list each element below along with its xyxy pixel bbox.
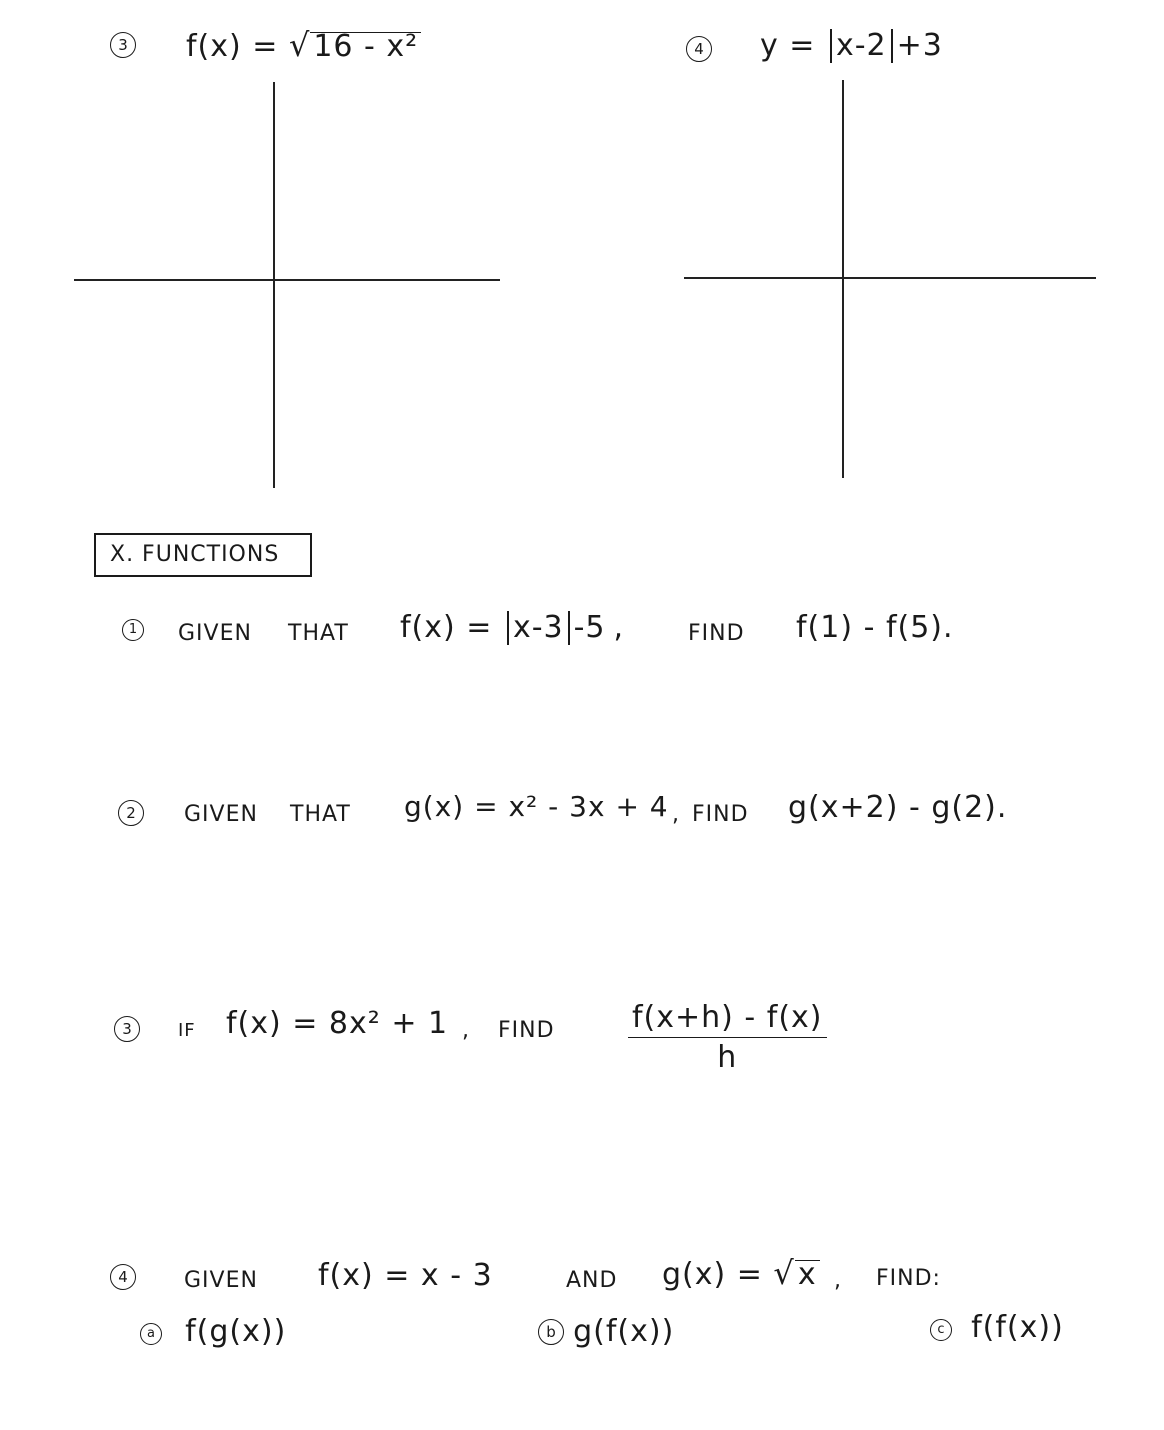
part-expression: f(f(x)) (971, 1310, 1064, 1345)
problem-4-and: AND (566, 1268, 618, 1293)
abs-bar-right (568, 611, 570, 645)
problem-number: 3 (114, 1016, 140, 1042)
g-lhs: g(x) = (662, 1257, 774, 1292)
part-a (140, 1314, 286, 1349)
graph-problem-3 (110, 32, 136, 58)
problem-3-find: FIND (498, 1018, 555, 1043)
problem-2-that: THAT (290, 802, 351, 827)
radicand: x (795, 1260, 820, 1289)
problem-1-that: THAT (288, 621, 349, 646)
abs-bar-left (830, 29, 832, 63)
problem-number: 4 (110, 1264, 136, 1290)
graph-equation-3 (186, 26, 421, 64)
problem-1-target: f(1) - f(5). (796, 610, 954, 645)
problem-4-comma: , (834, 1268, 842, 1293)
radicand: 16 - x² (310, 32, 421, 61)
section-header (94, 533, 312, 577)
fraction-numerator: f(x+h) - f(x) (628, 1000, 827, 1038)
x-axis (684, 277, 1096, 279)
x-axis (74, 279, 500, 281)
y-axis (842, 80, 844, 478)
problem-4-f-definition: f(x) = x - 3 (318, 1258, 493, 1293)
problem-number: 1 (122, 619, 144, 641)
problem-3-if: IF (178, 1020, 196, 1041)
fraction-denominator: h (717, 1040, 738, 1075)
problem-4-number (110, 1264, 136, 1290)
problem-1-find: FIND (688, 621, 745, 646)
problem-2-comma: , (672, 802, 680, 827)
difference-quotient (628, 1000, 827, 1075)
problem-2-find: FIND (692, 802, 749, 827)
function-lhs: f(x) = (400, 610, 503, 645)
problem-4-find: FIND: (876, 1266, 941, 1291)
problem-2-given: GIVEN (184, 802, 258, 827)
fraction (628, 1000, 827, 1075)
function-tail: -5 (573, 610, 606, 645)
abs-bar-right (891, 29, 893, 63)
problem-2-target: g(x+2) - g(2). (788, 790, 1008, 825)
part-label: c (930, 1319, 952, 1341)
equation-prefix: f(x) = (186, 29, 289, 64)
problem-4-g-definition (662, 1254, 820, 1292)
part-expression: f(g(x)) (185, 1314, 287, 1349)
sqrt-icon: √ (773, 1254, 795, 1292)
problem-2-number (118, 800, 144, 826)
problem-4-given: GIVEN (184, 1268, 258, 1293)
graph-equation-4 (760, 28, 943, 63)
graph-problem-4 (686, 36, 712, 62)
abs-inner: x-2 (835, 28, 887, 63)
problem-number: 4 (686, 36, 712, 62)
problem-1-function (400, 610, 624, 645)
problem-3-comma: , (462, 1018, 470, 1043)
problem-3-number (114, 1016, 140, 1042)
abs-inner: x-3 (512, 610, 564, 645)
abs-bar-left (507, 611, 509, 645)
equation-prefix: y = (760, 28, 826, 63)
section-title: X. FUNCTIONS (110, 542, 280, 567)
problem-number: 2 (118, 800, 144, 826)
problem-2-function: g(x) = x² - 3x + 4 (404, 790, 669, 823)
part-b (538, 1314, 674, 1349)
part-c (930, 1310, 1064, 1345)
y-axis (273, 82, 275, 488)
part-label: a (140, 1323, 162, 1345)
problem-1-number (122, 618, 144, 641)
part-expression: g(f(x)) (573, 1314, 675, 1349)
problem-number: 3 (110, 32, 136, 58)
comma: , (613, 610, 625, 645)
equation-suffix: +3 (896, 28, 943, 63)
problem-3-function: f(x) = 8x² + 1 (226, 1006, 449, 1041)
part-label: b (538, 1319, 564, 1345)
problem-1-given: GIVEN (178, 621, 252, 646)
sqrt-icon: √ (288, 26, 311, 64)
